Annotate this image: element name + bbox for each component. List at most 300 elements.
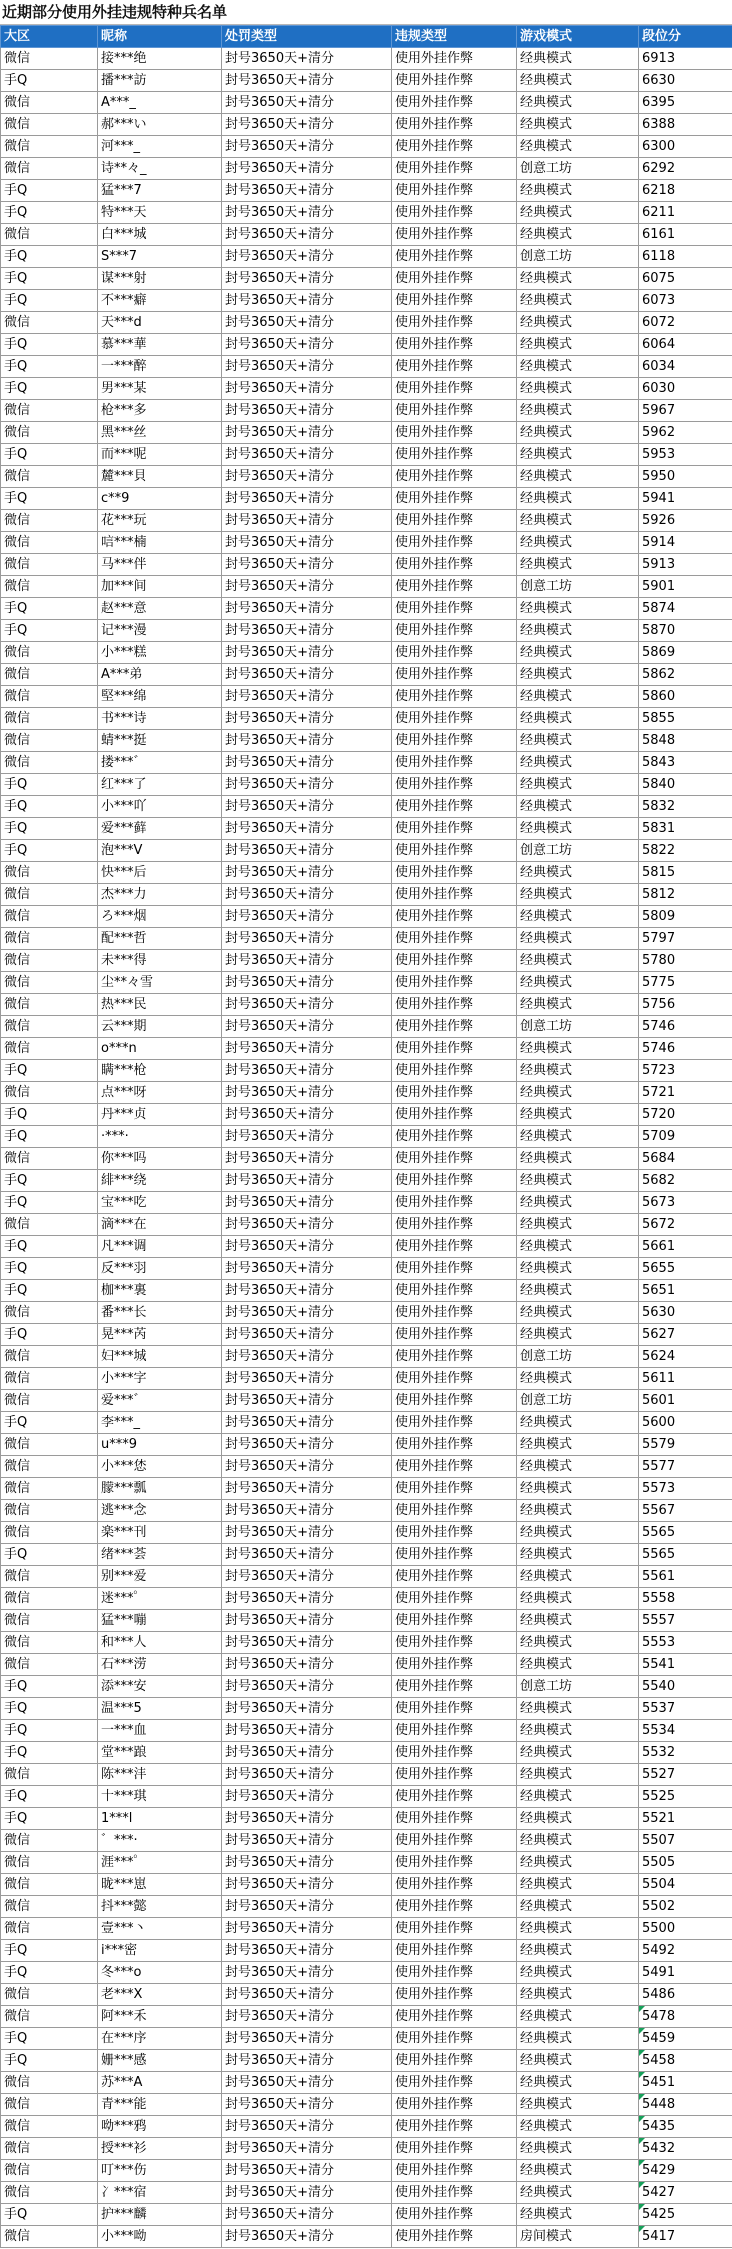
cell-game-mode[interactable]: 经典模式 (517, 2072, 639, 2094)
cell-penalty-type[interactable]: 封号3650天+清分 (222, 356, 392, 378)
cell-penalty-type[interactable]: 封号3650天+清分 (222, 1720, 392, 1742)
cell-nickname[interactable]: 热***民 (98, 994, 222, 1016)
cell-nickname[interactable]: 青***能 (98, 2094, 222, 2116)
cell-rank-score[interactable]: 5780 (639, 950, 732, 972)
cell-violation-type[interactable]: 使用外挂作弊 (392, 334, 517, 356)
cell-rank-score[interactable]: 5478 (639, 2006, 732, 2028)
cell-rank-score[interactable]: 5492 (639, 1940, 732, 1962)
cell-game-mode[interactable]: 经典模式 (517, 466, 639, 488)
cell-region[interactable]: 微信 (1, 708, 98, 730)
cell-region[interactable]: 手Q (1, 1962, 98, 1984)
cell-violation-type[interactable]: 使用外挂作弊 (392, 994, 517, 1016)
cell-penalty-type[interactable]: 封号3650天+清分 (222, 466, 392, 488)
cell-region[interactable]: 手Q (1, 1170, 98, 1192)
cell-violation-type[interactable]: 使用外挂作弊 (392, 686, 517, 708)
cell-region[interactable]: 微信 (1, 510, 98, 532)
cell-nickname[interactable]: 逃***念 (98, 1500, 222, 1522)
cell-penalty-type[interactable]: 封号3650天+清分 (222, 1500, 392, 1522)
cell-region[interactable]: 微信 (1, 554, 98, 576)
cell-game-mode[interactable]: 经典模式 (517, 950, 639, 972)
cell-penalty-type[interactable]: 封号3650天+清分 (222, 994, 392, 1016)
cell-region[interactable]: 微信 (1, 1390, 98, 1412)
cell-nickname[interactable]: 快***后 (98, 862, 222, 884)
cell-game-mode[interactable]: 经典模式 (517, 2138, 639, 2160)
cell-rank-score[interactable]: 6072 (639, 312, 732, 334)
cell-violation-type[interactable]: 使用外挂作弊 (392, 1214, 517, 1236)
cell-nickname[interactable]: 唁***楠 (98, 532, 222, 554)
cell-rank-score[interactable]: 5709 (639, 1126, 732, 1148)
cell-violation-type[interactable]: 使用外挂作弊 (392, 642, 517, 664)
cell-region[interactable]: 手Q (1, 2204, 98, 2226)
cell-game-mode[interactable]: 经典模式 (517, 1874, 639, 1896)
cell-game-mode[interactable]: 经典模式 (517, 1808, 639, 1830)
cell-nickname[interactable]: 石***涝 (98, 1654, 222, 1676)
cell-region[interactable]: 手Q (1, 180, 98, 202)
cell-game-mode[interactable]: 经典模式 (517, 1764, 639, 1786)
cell-region[interactable]: 手Q (1, 1940, 98, 1962)
cell-penalty-type[interactable]: 封号3650天+清分 (222, 1170, 392, 1192)
cell-game-mode[interactable]: 创意工坊 (517, 840, 639, 862)
cell-violation-type[interactable]: 使用外挂作弊 (392, 708, 517, 730)
cell-game-mode[interactable]: 经典模式 (517, 1214, 639, 1236)
cell-game-mode[interactable]: 经典模式 (517, 2006, 639, 2028)
cell-rank-score[interactable]: 5534 (639, 1720, 732, 1742)
cell-penalty-type[interactable]: 封号3650天+清分 (222, 1984, 392, 2006)
cell-nickname[interactable]: 瞒***枪 (98, 1060, 222, 1082)
cell-violation-type[interactable]: 使用外挂作弊 (392, 884, 517, 906)
cell-rank-score[interactable]: 5435 (639, 2116, 732, 2138)
cell-penalty-type[interactable]: 封号3650天+清分 (222, 1566, 392, 1588)
cell-region[interactable]: 微信 (1, 1632, 98, 1654)
cell-violation-type[interactable]: 使用外挂作弊 (392, 1192, 517, 1214)
cell-region[interactable]: 微信 (1, 1038, 98, 1060)
cell-region[interactable]: 微信 (1, 1610, 98, 1632)
cell-game-mode[interactable]: 经典模式 (517, 1830, 639, 1852)
cell-game-mode[interactable]: 经典模式 (517, 114, 639, 136)
cell-game-mode[interactable]: 经典模式 (517, 1742, 639, 1764)
cell-rank-score[interactable]: 6300 (639, 136, 732, 158)
cell-nickname[interactable]: 陈***沣 (98, 1764, 222, 1786)
cell-region[interactable]: 微信 (1, 92, 98, 114)
cell-rank-score[interactable]: 5504 (639, 1874, 732, 1896)
cell-violation-type[interactable]: 使用外挂作弊 (392, 840, 517, 862)
cell-violation-type[interactable]: 使用外挂作弊 (392, 752, 517, 774)
cell-penalty-type[interactable]: 封号3650天+清分 (222, 2160, 392, 2182)
cell-nickname[interactable]: 堅***绵 (98, 686, 222, 708)
cell-violation-type[interactable]: 使用外挂作弊 (392, 1346, 517, 1368)
cell-violation-type[interactable]: 使用外挂作弊 (392, 1082, 517, 1104)
cell-rank-score[interactable]: 5953 (639, 444, 732, 466)
cell-region[interactable]: 手Q (1, 1060, 98, 1082)
cell-game-mode[interactable]: 经典模式 (517, 1940, 639, 1962)
cell-nickname[interactable]: 加***间 (98, 576, 222, 598)
cell-rank-score[interactable]: 5869 (639, 642, 732, 664)
cell-nickname[interactable]: 壹***丶 (98, 1918, 222, 1940)
cell-violation-type[interactable]: 使用外挂作弊 (392, 2226, 517, 2248)
cell-rank-score[interactable]: 6073 (639, 290, 732, 312)
cell-penalty-type[interactable]: 封号3650天+清分 (222, 576, 392, 598)
cell-game-mode[interactable]: 经典模式 (517, 92, 639, 114)
cell-region[interactable]: 微信 (1, 664, 98, 686)
cell-violation-type[interactable]: 使用外挂作弊 (392, 2204, 517, 2226)
cell-violation-type[interactable]: 使用外挂作弊 (392, 70, 517, 92)
cell-violation-type[interactable]: 使用外挂作弊 (392, 2160, 517, 2182)
cell-rank-score[interactable]: 5427 (639, 2182, 732, 2204)
cell-game-mode[interactable]: 创意工坊 (517, 1390, 639, 1412)
cell-penalty-type[interactable]: 封号3650天+清分 (222, 2072, 392, 2094)
cell-penalty-type[interactable]: 封号3650天+清分 (222, 1830, 392, 1852)
cell-game-mode[interactable]: 经典模式 (517, 1918, 639, 1940)
cell-penalty-type[interactable]: 封号3650天+清分 (222, 136, 392, 158)
cell-penalty-type[interactable]: 封号3650天+清分 (222, 444, 392, 466)
cell-violation-type[interactable]: 使用外挂作弊 (392, 1456, 517, 1478)
cell-region[interactable]: 手Q (1, 1236, 98, 1258)
cell-penalty-type[interactable]: 封号3650天+清分 (222, 1698, 392, 1720)
cell-region[interactable]: 微信 (1, 576, 98, 598)
cell-penalty-type[interactable]: 封号3650天+清分 (222, 1610, 392, 1632)
cell-region[interactable]: 手Q (1, 334, 98, 356)
cell-penalty-type[interactable]: 封号3650天+清分 (222, 92, 392, 114)
cell-violation-type[interactable]: 使用外挂作弊 (392, 48, 517, 70)
cell-violation-type[interactable]: 使用外挂作弊 (392, 1676, 517, 1698)
cell-penalty-type[interactable]: 封号3650天+清分 (222, 1874, 392, 1896)
cell-game-mode[interactable]: 经典模式 (517, 422, 639, 444)
cell-penalty-type[interactable]: 封号3650天+清分 (222, 664, 392, 686)
cell-game-mode[interactable]: 创意工坊 (517, 576, 639, 598)
cell-penalty-type[interactable]: 封号3650天+清分 (222, 642, 392, 664)
cell-game-mode[interactable]: 经典模式 (517, 224, 639, 246)
cell-game-mode[interactable]: 经典模式 (517, 884, 639, 906)
cell-penalty-type[interactable]: 封号3650天+清分 (222, 2094, 392, 2116)
cell-game-mode[interactable]: 经典模式 (517, 1698, 639, 1720)
cell-penalty-type[interactable]: 封号3650天+清分 (222, 1126, 392, 1148)
cell-game-mode[interactable]: 经典模式 (517, 1412, 639, 1434)
cell-nickname[interactable]: ろ***烟 (98, 906, 222, 928)
cell-game-mode[interactable]: 经典模式 (517, 1984, 639, 2006)
cell-nickname[interactable]: 授***衫 (98, 2138, 222, 2160)
cell-nickname[interactable]: A***弟 (98, 664, 222, 686)
cell-rank-score[interactable]: 5720 (639, 1104, 732, 1126)
cell-game-mode[interactable]: 经典模式 (517, 268, 639, 290)
cell-violation-type[interactable]: 使用外挂作弊 (392, 598, 517, 620)
cell-region[interactable]: 手Q (1, 268, 98, 290)
cell-rank-score[interactable]: 6064 (639, 334, 732, 356)
cell-rank-score[interactable]: 5950 (639, 466, 732, 488)
cell-penalty-type[interactable]: 封号3650天+清分 (222, 752, 392, 774)
cell-penalty-type[interactable]: 封号3650天+清分 (222, 488, 392, 510)
cell-nickname[interactable]: 爱***藓 (98, 818, 222, 840)
cell-nickname[interactable]: 书***诗 (98, 708, 222, 730)
cell-violation-type[interactable]: 使用外挂作弊 (392, 1478, 517, 1500)
cell-game-mode[interactable]: 经典模式 (517, 1478, 639, 1500)
cell-violation-type[interactable]: 使用外挂作弊 (392, 1258, 517, 1280)
cell-region[interactable]: 手Q (1, 620, 98, 642)
cell-violation-type[interactable]: 使用外挂作弊 (392, 1764, 517, 1786)
cell-penalty-type[interactable]: 封号3650天+清分 (222, 1456, 392, 1478)
cell-violation-type[interactable]: 使用外挂作弊 (392, 774, 517, 796)
cell-rank-score[interactable]: 5505 (639, 1852, 732, 1874)
cell-violation-type[interactable]: 使用外挂作弊 (392, 1170, 517, 1192)
cell-rank-score[interactable]: 5672 (639, 1214, 732, 1236)
cell-nickname[interactable]: 堂***踉 (98, 1742, 222, 1764)
cell-violation-type[interactable]: 使用外挂作弊 (392, 1016, 517, 1038)
cell-game-mode[interactable]: 经典模式 (517, 444, 639, 466)
cell-nickname[interactable]: 一***醉 (98, 356, 222, 378)
cell-penalty-type[interactable]: 封号3650天+清分 (222, 1368, 392, 1390)
cell-region[interactable]: 微信 (1, 1500, 98, 1522)
cell-game-mode[interactable]: 经典模式 (517, 1896, 639, 1918)
cell-game-mode[interactable]: 经典模式 (517, 1170, 639, 1192)
cell-violation-type[interactable]: 使用外挂作弊 (392, 1896, 517, 1918)
cell-nickname[interactable]: 添***安 (98, 1676, 222, 1698)
cell-violation-type[interactable]: 使用外挂作弊 (392, 2072, 517, 2094)
cell-region[interactable]: 微信 (1, 642, 98, 664)
cell-region[interactable]: 微信 (1, 1566, 98, 1588)
cell-rank-score[interactable]: 5425 (639, 2204, 732, 2226)
cell-penalty-type[interactable]: 封号3650天+清分 (222, 48, 392, 70)
cell-penalty-type[interactable]: 封号3650天+清分 (222, 400, 392, 422)
cell-rank-score[interactable]: 5682 (639, 1170, 732, 1192)
cell-region[interactable]: 手Q (1, 356, 98, 378)
cell-penalty-type[interactable]: 封号3650天+清分 (222, 378, 392, 400)
cell-nickname[interactable]: 小***呦 (98, 2226, 222, 2248)
header-penalty-type[interactable]: 处罚类型 (222, 26, 392, 48)
cell-penalty-type[interactable]: 封号3650天+清分 (222, 1786, 392, 1808)
cell-rank-score[interactable]: 5459 (639, 2028, 732, 2050)
cell-violation-type[interactable]: 使用外挂作弊 (392, 114, 517, 136)
cell-game-mode[interactable]: 经典模式 (517, 48, 639, 70)
cell-game-mode[interactable]: 经典模式 (517, 818, 639, 840)
cell-region[interactable]: 微信 (1, 1434, 98, 1456)
cell-nickname[interactable]: 杰***力 (98, 884, 222, 906)
cell-nickname[interactable]: A***_ (98, 92, 222, 114)
cell-violation-type[interactable]: 使用外挂作弊 (392, 2116, 517, 2138)
cell-violation-type[interactable]: 使用外挂作弊 (392, 356, 517, 378)
cell-rank-score[interactable]: 5962 (639, 422, 732, 444)
cell-nickname[interactable]: 阿***禾 (98, 2006, 222, 2028)
cell-rank-score[interactable]: 5491 (639, 1962, 732, 1984)
cell-region[interactable]: 手Q (1, 1720, 98, 1742)
cell-rank-score[interactable]: 5967 (639, 400, 732, 422)
cell-game-mode[interactable]: 经典模式 (517, 510, 639, 532)
cell-rank-score[interactable]: 6034 (639, 356, 732, 378)
cell-rank-score[interactable]: 5746 (639, 1038, 732, 1060)
cell-game-mode[interactable]: 经典模式 (517, 1280, 639, 1302)
cell-nickname[interactable]: ·***· (98, 1126, 222, 1148)
cell-violation-type[interactable]: 使用外挂作弊 (392, 1302, 517, 1324)
cell-rank-score[interactable]: 5655 (639, 1258, 732, 1280)
cell-violation-type[interactable]: 使用外挂作弊 (392, 1324, 517, 1346)
cell-region[interactable]: 微信 (1, 2182, 98, 2204)
cell-region[interactable]: 微信 (1, 1456, 98, 1478)
cell-penalty-type[interactable]: 封号3650天+清分 (222, 2226, 392, 2248)
cell-nickname[interactable]: 涯***゜ (98, 1852, 222, 1874)
cell-penalty-type[interactable]: 封号3650天+清分 (222, 554, 392, 576)
cell-game-mode[interactable]: 经典模式 (517, 312, 639, 334)
cell-nickname[interactable]: 老***X (98, 1984, 222, 2006)
cell-nickname[interactable]: 一***血 (98, 1720, 222, 1742)
cell-penalty-type[interactable]: 封号3650天+清分 (222, 70, 392, 92)
cell-violation-type[interactable]: 使用外挂作弊 (392, 1742, 517, 1764)
cell-region[interactable]: 手Q (1, 818, 98, 840)
cell-region[interactable]: 微信 (1, 1346, 98, 1368)
cell-rank-score[interactable]: 5565 (639, 1544, 732, 1566)
cell-game-mode[interactable]: 经典模式 (517, 2028, 639, 2050)
cell-penalty-type[interactable]: 封号3650天+清分 (222, 1742, 392, 1764)
cell-game-mode[interactable]: 经典模式 (517, 1324, 639, 1346)
cell-nickname[interactable]: 马***伴 (98, 554, 222, 576)
cell-nickname[interactable]: 记***漫 (98, 620, 222, 642)
cell-nickname[interactable]: 小***字 (98, 1368, 222, 1390)
cell-game-mode[interactable]: 经典模式 (517, 136, 639, 158)
cell-violation-type[interactable]: 使用外挂作弊 (392, 1060, 517, 1082)
cell-penalty-type[interactable]: 封号3650天+清分 (222, 1412, 392, 1434)
cell-region[interactable]: 手Q (1, 2028, 98, 2050)
cell-region[interactable]: 微信 (1, 2094, 98, 2116)
cell-region[interactable]: 微信 (1, 136, 98, 158)
cell-region[interactable]: 手Q (1, 1786, 98, 1808)
cell-region[interactable]: 微信 (1, 972, 98, 994)
cell-nickname[interactable]: 姗***感 (98, 2050, 222, 2072)
cell-nickname[interactable]: 花***玩 (98, 510, 222, 532)
cell-rank-score[interactable]: 5913 (639, 554, 732, 576)
cell-violation-type[interactable]: 使用外挂作弊 (392, 290, 517, 312)
cell-nickname[interactable]: 河***_ (98, 136, 222, 158)
cell-region[interactable]: 微信 (1, 1852, 98, 1874)
cell-game-mode[interactable]: 房间模式 (517, 2226, 639, 2248)
cell-rank-score[interactable]: 5451 (639, 2072, 732, 2094)
cell-game-mode[interactable]: 经典模式 (517, 2204, 639, 2226)
cell-penalty-type[interactable]: 封号3650天+清分 (222, 1654, 392, 1676)
cell-nickname[interactable]: 叮***伤 (98, 2160, 222, 2182)
cell-penalty-type[interactable]: 封号3650天+清分 (222, 1852, 392, 1874)
cell-nickname[interactable]: 番***长 (98, 1302, 222, 1324)
cell-violation-type[interactable]: 使用外挂作弊 (392, 1148, 517, 1170)
cell-violation-type[interactable]: 使用外挂作弊 (392, 2094, 517, 2116)
cell-region[interactable]: 手Q (1, 1324, 98, 1346)
cell-nickname[interactable]: 护***麟 (98, 2204, 222, 2226)
cell-penalty-type[interactable]: 封号3650天+清分 (222, 1324, 392, 1346)
cell-game-mode[interactable]: 创意工坊 (517, 1676, 639, 1698)
cell-penalty-type[interactable]: 封号3650天+清分 (222, 1940, 392, 1962)
cell-game-mode[interactable]: 经典模式 (517, 1060, 639, 1082)
cell-penalty-type[interactable]: 封号3650天+清分 (222, 2204, 392, 2226)
cell-penalty-type[interactable]: 封号3650天+清分 (222, 1522, 392, 1544)
header-game-mode[interactable]: 游戏模式 (517, 26, 639, 48)
cell-game-mode[interactable]: 经典模式 (517, 1720, 639, 1742)
cell-game-mode[interactable]: 经典模式 (517, 906, 639, 928)
cell-region[interactable]: 微信 (1, 2226, 98, 2248)
cell-penalty-type[interactable]: 封号3650天+清分 (222, 334, 392, 356)
cell-region[interactable]: 微信 (1, 1016, 98, 1038)
cell-game-mode[interactable]: 经典模式 (517, 180, 639, 202)
cell-rank-score[interactable]: 5870 (639, 620, 732, 642)
cell-rank-score[interactable]: 5843 (639, 752, 732, 774)
cell-nickname[interactable]: 绪***荟 (98, 1544, 222, 1566)
cell-penalty-type[interactable]: 封号3650天+清分 (222, 1918, 392, 1940)
cell-game-mode[interactable]: 经典模式 (517, 972, 639, 994)
cell-violation-type[interactable]: 使用外挂作弊 (392, 92, 517, 114)
cell-game-mode[interactable]: 经典模式 (517, 356, 639, 378)
cell-rank-score[interactable]: 5601 (639, 1390, 732, 1412)
cell-game-mode[interactable]: 经典模式 (517, 1148, 639, 1170)
cell-rank-score[interactable]: 5577 (639, 1456, 732, 1478)
cell-penalty-type[interactable]: 封号3650天+清分 (222, 1148, 392, 1170)
cell-game-mode[interactable]: 经典模式 (517, 2116, 639, 2138)
cell-game-mode[interactable]: 经典模式 (517, 1368, 639, 1390)
cell-penalty-type[interactable]: 封号3650天+清分 (222, 510, 392, 532)
cell-violation-type[interactable]: 使用外挂作弊 (392, 664, 517, 686)
cell-game-mode[interactable]: 创意工坊 (517, 1016, 639, 1038)
cell-game-mode[interactable]: 经典模式 (517, 70, 639, 92)
cell-penalty-type[interactable]: 封号3650天+清分 (222, 2182, 392, 2204)
cell-penalty-type[interactable]: 封号3650天+清分 (222, 1632, 392, 1654)
cell-game-mode[interactable]: 经典模式 (517, 202, 639, 224)
cell-nickname[interactable]: i***密 (98, 1940, 222, 1962)
cell-rank-score[interactable]: 5540 (639, 1676, 732, 1698)
cell-game-mode[interactable]: 经典模式 (517, 1852, 639, 1874)
cell-rank-score[interactable]: 6913 (639, 48, 732, 70)
cell-region[interactable]: 微信 (1, 686, 98, 708)
cell-rank-score[interactable]: 5684 (639, 1148, 732, 1170)
cell-rank-score[interactable]: 5914 (639, 532, 732, 554)
cell-rank-score[interactable]: 5527 (639, 1764, 732, 1786)
cell-region[interactable]: 手Q (1, 488, 98, 510)
cell-penalty-type[interactable]: 封号3650天+清分 (222, 2116, 392, 2138)
cell-region[interactable]: 微信 (1, 1302, 98, 1324)
cell-game-mode[interactable]: 经典模式 (517, 1236, 639, 1258)
cell-violation-type[interactable]: 使用外挂作弊 (392, 1390, 517, 1412)
cell-penalty-type[interactable]: 封号3650天+清分 (222, 1280, 392, 1302)
cell-violation-type[interactable]: 使用外挂作弊 (392, 1368, 517, 1390)
cell-nickname[interactable]: 宝***吃 (98, 1192, 222, 1214)
cell-penalty-type[interactable]: 封号3650天+清分 (222, 1258, 392, 1280)
cell-violation-type[interactable]: 使用外挂作弊 (392, 1434, 517, 1456)
cell-region[interactable]: 手Q (1, 246, 98, 268)
cell-violation-type[interactable]: 使用外挂作弊 (392, 1236, 517, 1258)
cell-nickname[interactable]: 而***呢 (98, 444, 222, 466)
cell-rank-score[interactable]: 5651 (639, 1280, 732, 1302)
cell-region[interactable]: 微信 (1, 422, 98, 444)
cell-region[interactable]: 微信 (1, 1588, 98, 1610)
cell-region[interactable]: 手Q (1, 1412, 98, 1434)
cell-nickname[interactable]: 反***羽 (98, 1258, 222, 1280)
cell-rank-score[interactable]: 5624 (639, 1346, 732, 1368)
cell-nickname[interactable]: 凡***调 (98, 1236, 222, 1258)
cell-nickname[interactable]: 尘**々雪 (98, 972, 222, 994)
cell-region[interactable]: 微信 (1, 906, 98, 928)
cell-penalty-type[interactable]: 封号3650天+清分 (222, 202, 392, 224)
cell-rank-score[interactable]: 5579 (639, 1434, 732, 1456)
cell-game-mode[interactable]: 经典模式 (517, 1456, 639, 1478)
cell-nickname[interactable]: 猛***7 (98, 180, 222, 202)
cell-violation-type[interactable]: 使用外挂作弊 (392, 796, 517, 818)
cell-game-mode[interactable]: 经典模式 (517, 1192, 639, 1214)
cell-region[interactable]: 微信 (1, 862, 98, 884)
cell-region[interactable]: 微信 (1, 1148, 98, 1170)
cell-game-mode[interactable]: 创意工坊 (517, 246, 639, 268)
cell-game-mode[interactable]: 经典模式 (517, 774, 639, 796)
cell-penalty-type[interactable]: 封号3650天+清分 (222, 312, 392, 334)
cell-penalty-type[interactable]: 封号3650天+清分 (222, 598, 392, 620)
cell-nickname[interactable]: 1***l (98, 1808, 222, 1830)
cell-penalty-type[interactable]: 封号3650天+清分 (222, 774, 392, 796)
cell-rank-score[interactable]: 5855 (639, 708, 732, 730)
cell-nickname[interactable]: 小***恷 (98, 1456, 222, 1478)
cell-region[interactable]: 微信 (1, 950, 98, 972)
cell-region[interactable]: 微信 (1, 1214, 98, 1236)
cell-region[interactable]: 手Q (1, 1808, 98, 1830)
